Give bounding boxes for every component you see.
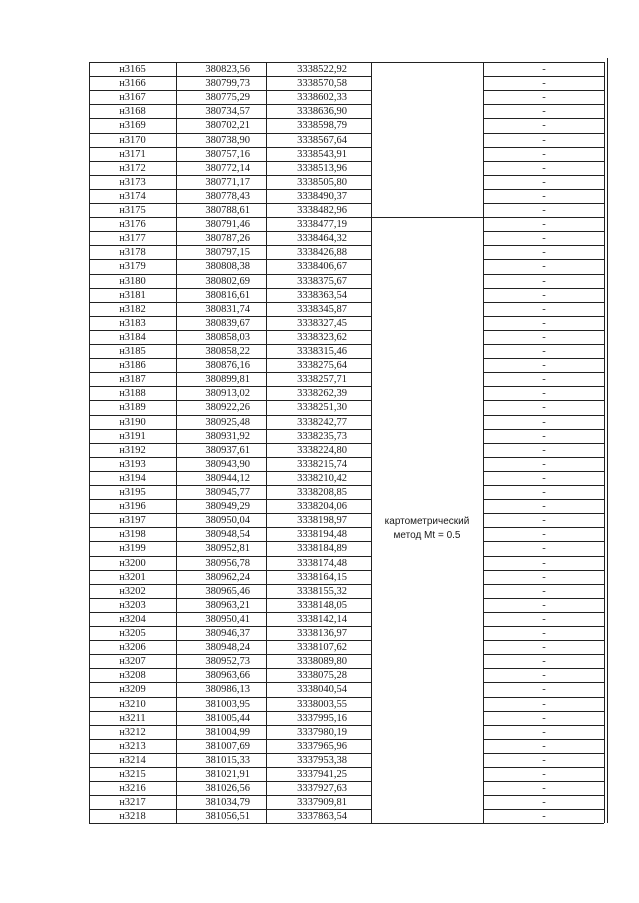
coord-x: 381003,95 xyxy=(205,698,250,710)
accuracy-value: - xyxy=(542,289,546,301)
coord-y: 3338003,55 xyxy=(297,698,347,710)
table-vertical-line xyxy=(607,58,608,823)
accuracy-value: - xyxy=(542,769,546,780)
accuracy-value: - xyxy=(542,543,546,555)
accuracy-value: - xyxy=(542,92,546,104)
accuracy-value: - xyxy=(542,303,546,315)
accuracy-value: - xyxy=(542,501,546,513)
coord-y: 3338406,67 xyxy=(297,261,347,273)
coord-x: 380963,21 xyxy=(205,599,250,611)
accuracy-value: - xyxy=(542,740,546,752)
point-id: н3207 xyxy=(119,656,146,668)
coord-y: 3338315,46 xyxy=(297,346,347,357)
coord-x: 380925,48 xyxy=(205,416,250,428)
point-id: н3190 xyxy=(119,416,146,428)
point-id: н3213 xyxy=(119,740,146,752)
point-id: н3165 xyxy=(119,64,146,75)
accuracy-value: - xyxy=(542,176,546,188)
point-id: н3192 xyxy=(119,444,146,456)
coord-y: 3338602,33 xyxy=(297,92,347,104)
coord-x: 381005,44 xyxy=(205,712,250,724)
accuracy-value: - xyxy=(542,698,546,710)
point-id: н3191 xyxy=(119,430,146,442)
point-id: н3202 xyxy=(119,585,146,597)
coord-x: 380963,66 xyxy=(205,670,250,682)
accuracy-value: - xyxy=(542,557,546,569)
point-id: н3173 xyxy=(119,176,146,188)
coord-x: 380946,37 xyxy=(205,628,250,639)
coord-x: 380738,90 xyxy=(205,134,250,146)
point-id: н3188 xyxy=(119,388,146,400)
coord-y: 3338323,62 xyxy=(297,331,347,343)
coord-y: 3338184,89 xyxy=(297,543,347,555)
coord-y: 3338242,77 xyxy=(297,416,347,428)
point-id: н3209 xyxy=(119,684,146,696)
accuracy-value: - xyxy=(542,726,546,738)
point-id: н3216 xyxy=(119,783,146,795)
accuracy-value: - xyxy=(542,261,546,273)
coord-x: 380702,21 xyxy=(205,120,250,132)
point-id: н3214 xyxy=(119,754,146,766)
coord-y: 3338194,48 xyxy=(297,529,347,541)
accuracy-value: - xyxy=(542,529,546,541)
coord-y: 3337995,16 xyxy=(297,712,347,724)
coord-y: 3338375,67 xyxy=(297,275,347,287)
point-id: н3167 xyxy=(119,92,146,104)
accuracy-value: - xyxy=(542,811,546,823)
accuracy-value: - xyxy=(542,472,546,484)
accuracy-value: - xyxy=(542,402,546,414)
accuracy-value: - xyxy=(542,346,546,357)
accuracy-value: - xyxy=(542,388,546,400)
accuracy-value: - xyxy=(542,233,546,245)
point-id: н3169 xyxy=(119,120,146,132)
point-id: н3201 xyxy=(119,571,146,583)
coord-y: 3337953,38 xyxy=(297,754,347,766)
accuracy-value: - xyxy=(542,275,546,287)
accuracy-value: - xyxy=(542,712,546,724)
coord-y: 3338363,54 xyxy=(297,289,347,301)
coord-y: 3338482,96 xyxy=(297,205,347,216)
coord-x: 380922,26 xyxy=(205,402,250,414)
coord-y: 3338543,91 xyxy=(297,148,347,160)
accuracy-value: - xyxy=(542,205,546,216)
point-id: н3200 xyxy=(119,557,146,569)
coord-y: 3338107,62 xyxy=(297,642,347,654)
point-id: н3210 xyxy=(119,698,146,710)
point-id: н3177 xyxy=(119,233,146,245)
coord-y: 3338567,64 xyxy=(297,134,347,146)
point-id: н3168 xyxy=(119,106,146,118)
coord-x: 380823,56 xyxy=(205,64,250,75)
point-id: н3183 xyxy=(119,317,146,329)
point-id: н3178 xyxy=(119,247,146,259)
accuracy-value: - xyxy=(542,585,546,597)
method-label-line2: метод Mt = 0.5 xyxy=(393,530,461,541)
point-id: н3181 xyxy=(119,289,146,301)
coord-y: 3338477,19 xyxy=(297,219,347,231)
point-id: н3217 xyxy=(119,797,146,809)
coord-x: 380948,24 xyxy=(205,642,250,654)
point-id: н3182 xyxy=(119,303,146,315)
method-label-line1: картометрический xyxy=(384,516,470,527)
point-id: н3180 xyxy=(119,275,146,287)
coord-y: 3338327,45 xyxy=(297,317,347,329)
coord-y: 3338164,15 xyxy=(297,571,347,583)
coord-y: 3338251,30 xyxy=(297,402,347,414)
coord-x: 380950,41 xyxy=(205,613,250,625)
coord-x: 380962,24 xyxy=(205,571,250,583)
accuracy-value: - xyxy=(542,64,546,75)
accuracy-value: - xyxy=(542,797,546,809)
coord-x: 380839,67 xyxy=(205,317,250,329)
accuracy-value: - xyxy=(542,487,546,498)
coord-x: 380808,38 xyxy=(205,261,250,273)
coord-x: 380956,78 xyxy=(205,557,250,569)
table-row-line xyxy=(89,823,371,824)
coord-y: 3338040,54 xyxy=(297,684,347,696)
coord-y: 3337965,96 xyxy=(297,740,347,752)
point-id: н3195 xyxy=(119,487,146,498)
coord-x: 381034,79 xyxy=(205,797,250,809)
point-id: н3171 xyxy=(119,148,146,160)
accuracy-value: - xyxy=(542,120,546,132)
coord-x: 380948,54 xyxy=(205,529,250,541)
point-id: н3174 xyxy=(119,190,146,202)
coord-y: 3338262,39 xyxy=(297,388,347,400)
coord-x: 381015,33 xyxy=(205,754,250,766)
coord-y: 3338208,85 xyxy=(297,487,347,498)
accuracy-value: - xyxy=(542,613,546,625)
coord-x: 380965,46 xyxy=(205,585,250,597)
table-vertical-line xyxy=(604,62,605,823)
accuracy-value: - xyxy=(542,430,546,442)
accuracy-value: - xyxy=(542,374,546,386)
coord-x: 381026,56 xyxy=(205,783,250,795)
method-cell-top xyxy=(371,62,483,63)
point-id: н3170 xyxy=(119,134,146,146)
coord-y: 3338505,80 xyxy=(297,176,347,188)
accuracy-value: - xyxy=(542,642,546,654)
coord-y: 3338210,42 xyxy=(297,472,347,484)
point-id: н3194 xyxy=(119,472,146,484)
coord-x: 380791,46 xyxy=(205,219,250,231)
coord-x: 380943,90 xyxy=(205,458,250,470)
coord-y: 3338464,32 xyxy=(297,233,347,245)
method-cell-bottom xyxy=(371,823,483,824)
coord-x: 380945,77 xyxy=(205,487,250,498)
coord-x: 380802,69 xyxy=(205,275,250,287)
coord-x: 380858,03 xyxy=(205,331,250,343)
coord-y: 3337927,63 xyxy=(297,783,347,795)
point-id: н3185 xyxy=(119,346,146,357)
point-id: н3193 xyxy=(119,458,146,470)
coord-x: 380788,61 xyxy=(205,205,250,216)
coord-x: 380876,16 xyxy=(205,360,250,372)
coord-x: 380950,04 xyxy=(205,515,250,527)
coord-y: 3338426,88 xyxy=(297,247,347,259)
coord-y: 3338089,80 xyxy=(297,656,347,668)
coord-y: 3338570,58 xyxy=(297,78,347,90)
coord-y: 3338215,74 xyxy=(297,458,347,470)
coord-y: 3338636,90 xyxy=(297,106,347,118)
coord-x: 380797,15 xyxy=(205,247,250,259)
coord-x: 381056,51 xyxy=(205,811,250,823)
accuracy-value: - xyxy=(542,360,546,372)
coord-y: 3338174,48 xyxy=(297,557,347,569)
accuracy-value: - xyxy=(542,754,546,766)
coord-y: 3338275,64 xyxy=(297,360,347,372)
coord-x: 380899,81 xyxy=(205,374,250,386)
point-id: н3211 xyxy=(119,712,146,724)
point-id: н3179 xyxy=(119,261,146,273)
coord-x: 380772,14 xyxy=(205,162,250,174)
accuracy-value: - xyxy=(542,416,546,428)
point-id: н3203 xyxy=(119,599,146,611)
coord-x: 380787,26 xyxy=(205,233,250,245)
coord-y: 3338513,96 xyxy=(297,162,347,174)
coord-x: 380937,61 xyxy=(205,444,250,456)
accuracy-value: - xyxy=(542,656,546,668)
coord-y: 3337980,19 xyxy=(297,726,347,738)
coord-x: 380734,57 xyxy=(205,106,250,118)
coord-y: 3338155,32 xyxy=(297,585,347,597)
coord-y: 3338235,73 xyxy=(297,430,347,442)
point-id: н3166 xyxy=(119,78,146,90)
point-id: н3204 xyxy=(119,613,146,625)
accuracy-value: - xyxy=(542,190,546,202)
point-id: н3184 xyxy=(119,331,146,343)
accuracy-value: - xyxy=(542,331,546,343)
accuracy-value: - xyxy=(542,317,546,329)
coord-x: 380757,16 xyxy=(205,148,250,160)
point-id: н3218 xyxy=(119,811,146,823)
coord-x: 380986,13 xyxy=(205,684,250,696)
coord-x: 380816,61 xyxy=(205,289,250,301)
coord-x: 380775,29 xyxy=(205,92,250,104)
coord-y: 3337909,81 xyxy=(297,797,347,809)
accuracy-value: - xyxy=(542,219,546,231)
coord-y: 3338142,14 xyxy=(297,613,347,625)
coord-y: 3338522,92 xyxy=(297,64,347,75)
accuracy-value: - xyxy=(542,599,546,611)
point-id: н3198 xyxy=(119,529,146,541)
point-id: н3205 xyxy=(119,628,146,639)
point-id: н3186 xyxy=(119,360,146,372)
coord-y: 3338345,87 xyxy=(297,303,347,315)
coord-y: 3338148,05 xyxy=(297,599,347,611)
accuracy-value: - xyxy=(542,571,546,583)
accuracy-value: - xyxy=(542,134,546,146)
accuracy-value: - xyxy=(542,444,546,456)
accuracy-value: - xyxy=(542,783,546,795)
point-id: н3208 xyxy=(119,670,146,682)
point-id: н3187 xyxy=(119,374,146,386)
accuracy-value: - xyxy=(542,458,546,470)
coord-x: 381021,91 xyxy=(205,769,250,780)
point-id: н3175 xyxy=(119,205,146,216)
coord-y: 3338598,79 xyxy=(297,120,347,132)
accuracy-value: - xyxy=(542,628,546,639)
method-cell-divider xyxy=(371,217,483,218)
table-vertical-line xyxy=(371,62,372,823)
point-id: н3196 xyxy=(119,501,146,513)
coord-x: 381004,99 xyxy=(205,726,250,738)
accuracy-value: - xyxy=(542,684,546,696)
coord-x: 380858,22 xyxy=(205,346,250,357)
point-id: н3189 xyxy=(119,402,146,414)
coord-x: 380799,73 xyxy=(205,78,250,90)
accuracy-value: - xyxy=(542,247,546,259)
coord-x: 380949,29 xyxy=(205,501,250,513)
coord-y: 3338224,80 xyxy=(297,444,347,456)
coord-x: 380931,92 xyxy=(205,430,250,442)
point-id: н3176 xyxy=(119,219,146,231)
coord-x: 381007,69 xyxy=(205,740,250,752)
accuracy-value: - xyxy=(542,670,546,682)
point-id: н3172 xyxy=(119,162,146,174)
coord-y: 3338204,06 xyxy=(297,501,347,513)
coord-y: 3338490,37 xyxy=(297,190,347,202)
coord-x: 380944,12 xyxy=(205,472,250,484)
coord-x: 380771,17 xyxy=(205,176,250,188)
coord-y: 3338257,71 xyxy=(297,374,347,386)
coord-y: 3337863,54 xyxy=(297,811,347,823)
coord-x: 380778,43 xyxy=(205,190,250,202)
accuracy-value: - xyxy=(542,162,546,174)
coord-x: 380952,81 xyxy=(205,543,250,555)
coord-y: 3338198,97 xyxy=(297,515,347,527)
accuracy-value: - xyxy=(542,148,546,160)
point-id: н3206 xyxy=(119,642,146,654)
accuracy-value: - xyxy=(542,78,546,90)
coord-x: 380831,74 xyxy=(205,303,250,315)
table-row-line xyxy=(483,823,604,824)
coord-y: 3337941,25 xyxy=(297,769,347,780)
point-id: н3212 xyxy=(119,726,146,738)
point-id: н3215 xyxy=(119,769,146,780)
accuracy-value: - xyxy=(542,515,546,527)
coord-y: 3338136,97 xyxy=(297,628,347,639)
accuracy-value: - xyxy=(542,106,546,118)
point-id: н3199 xyxy=(119,543,146,555)
coord-x: 380952,73 xyxy=(205,656,250,668)
coord-y: 3338075,28 xyxy=(297,670,347,682)
point-id: н3197 xyxy=(119,515,146,527)
coord-x: 380913,02 xyxy=(205,388,250,400)
